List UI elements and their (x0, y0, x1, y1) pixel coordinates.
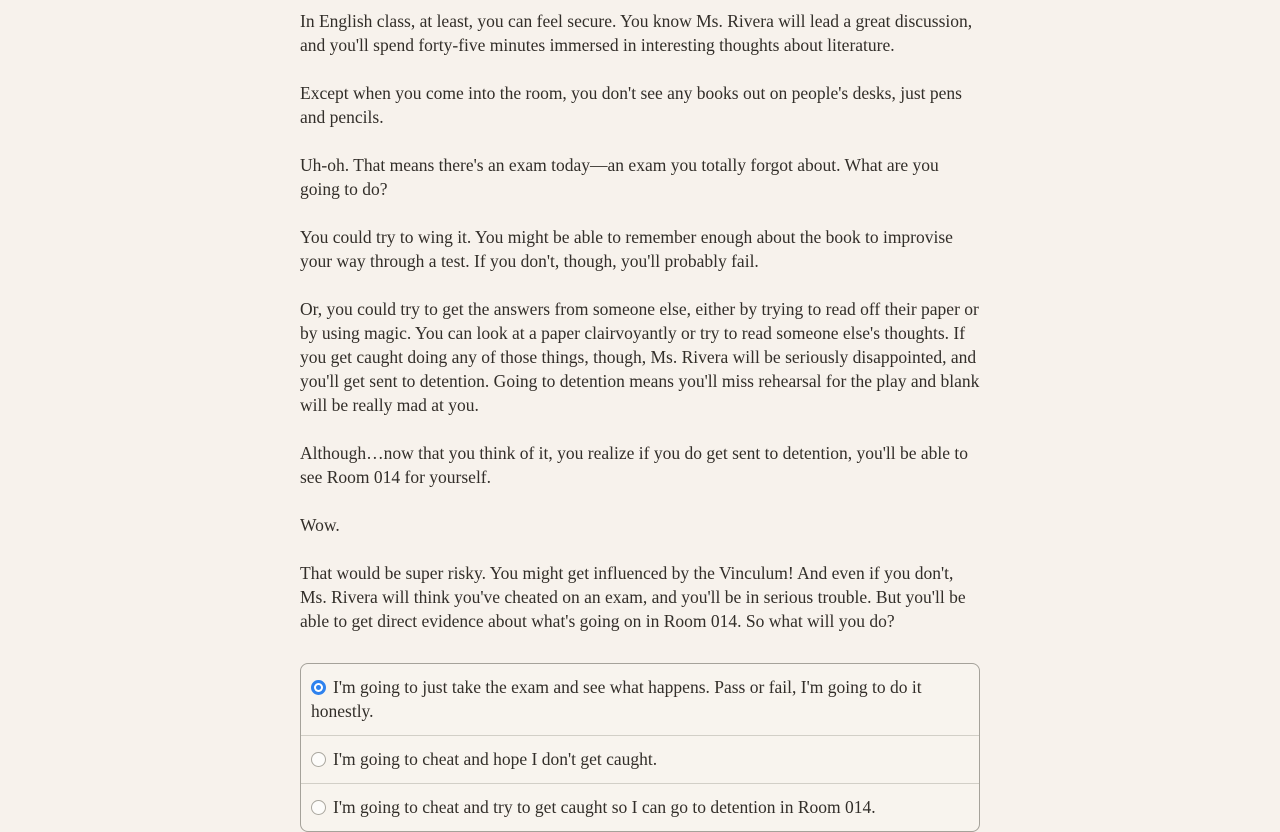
story-paragraph: Or, you could try to get the answers from someone else, either by trying to read off their paper or by using magic. You can look at a paper clairvoyantly or try to read someone else's thoughts. If you get caught doing any of those things, though, Ms. Rivera will be seriously disappointed, and you'll get sent to detention. Going to detention means you'll miss rehearsal for the play and blank will be really mad at you. (300, 299, 980, 415)
radio-button-icon[interactable] (311, 800, 326, 815)
story-page (300, 0, 980, 832)
radio-button-icon[interactable] (311, 680, 326, 695)
story-paragraph: Except when you come into the room, you don't see any books out on people's desks, just pens and pencils. (300, 83, 962, 127)
story-paragraph: In English class, at least, you can feel secure. You know Ms. Rivera will lead a great discussion, and you'll spend forty-five minutes immersed in interesting thoughts about literature. (300, 11, 973, 55)
story-paragraph: That would be super risky. You might get influenced by the Vinculum! And even if you don't, Ms. Rivera will think you've cheated on an exam, and you'll be in serious trouble. But you'll be able to get direct evidence about what's going on in Room 014. So what will you do? (300, 563, 966, 631)
story-paragraph: Wow. (300, 515, 340, 535)
choice-label: I'm going to cheat and hope I don't get caught. (333, 749, 658, 769)
choice-label: I'm going to just take the exam and see what happens. Pass or fail, I'm going to do it honestly. (311, 677, 922, 721)
story-paragraph: Although…now that you think of it, you realize if you do get sent to detention, you'll be able to see Room 014 for yourself. (300, 443, 969, 487)
choice-option-take-exam[interactable] (301, 664, 979, 735)
story-paragraph: Uh-oh. That means there's an exam today—an exam you totally forgot about. What are you going to do? (300, 155, 939, 199)
story-text (300, 9, 980, 633)
choice-label: I'm going to cheat and try to get caught so I can go to detention in Room 014. (333, 797, 876, 817)
story-paragraph: You could try to wing it. You might be able to remember enough about the book to improvise your way through a test. If you don't, though, you'll probably fail. (300, 227, 953, 271)
choice-option-cheat-hope[interactable] (301, 735, 979, 783)
radio-button-icon[interactable] (311, 752, 326, 767)
choice-option-cheat-get-caught[interactable] (301, 783, 979, 831)
choice-list (300, 663, 980, 832)
